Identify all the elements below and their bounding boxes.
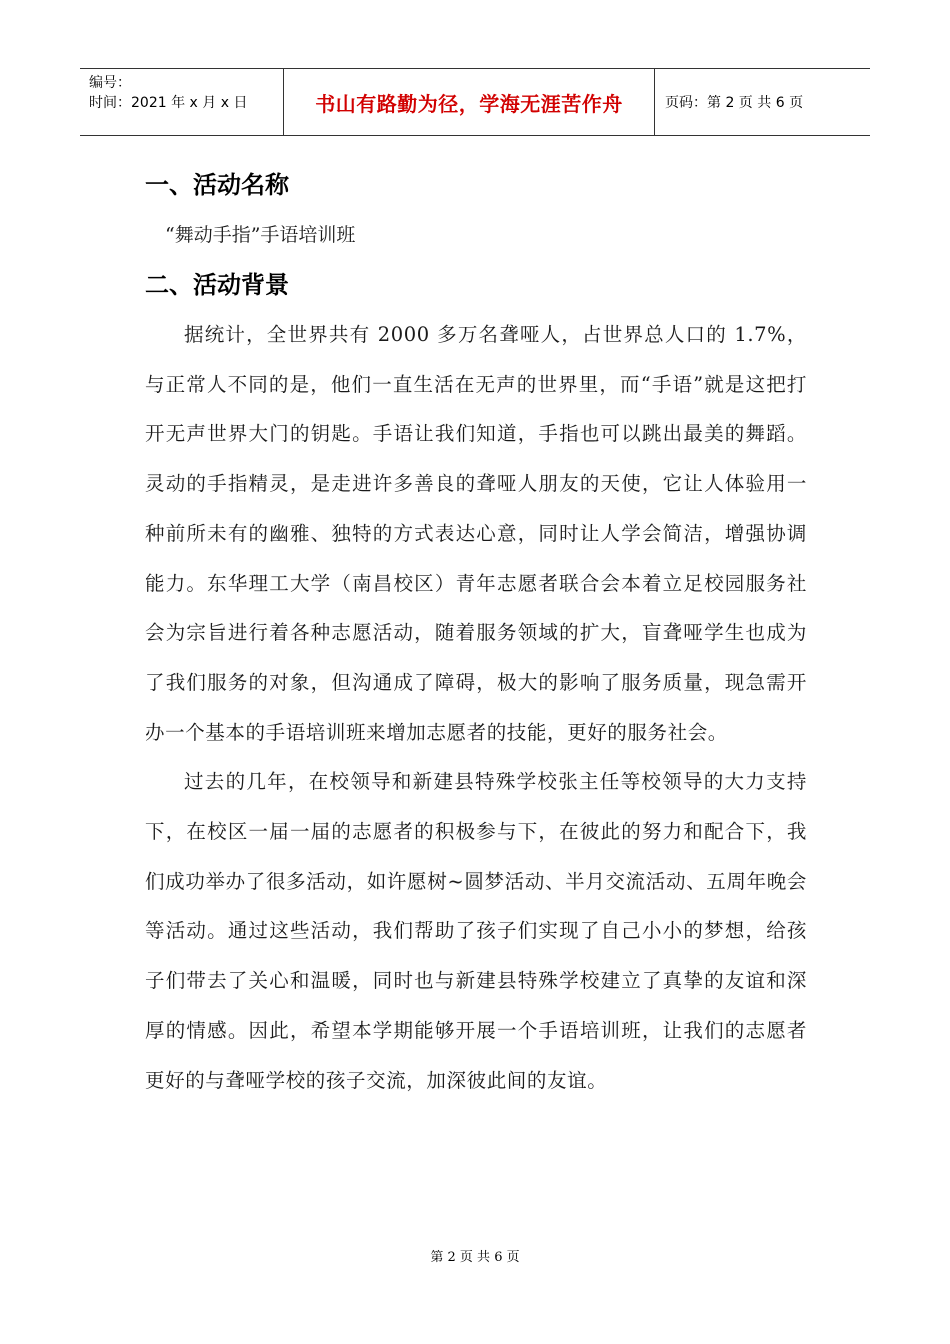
header-motto-cell (283, 69, 655, 135)
section-heading-background: 二、活动背景 (145, 271, 289, 299)
header-page-cell (655, 69, 870, 135)
document-header (80, 68, 870, 136)
background-paragraph-2: 过去的几年，在校领导和新建县特殊学校张主任等校领导的大力支持下，在校区一届一届的志愿者的积极参与下，在彼此的努力和配合下，我们成功举办了很多活动，如许愿树~圆梦活动、半月交流活动、五周年晚会等活动。通过这些活动，我们帮助了孩子们实现了自己小小的梦想，给孩子们带去了关心和温暖，同时也与新建县特殊学校建立了真挚的友谊和深厚的情感。因此，希望本学期能够开展一个手语培训班，让我们的志愿者更好的与聋哑学校的孩子交流，加深彼此间的友谊。 (145, 770, 807, 1092)
section-heading-activity-name: 一、活动名称 (145, 171, 289, 199)
background-paragraph-1: 据统计，全世界共有 2000 多万名聋哑人，占世界总人口的 1.7%，与正常人不同的是，他们一直生活在无声的世界里，而“手语”就是这把打开无声世界大门的钥匙。手语让我们知道，手指也可以跳出最美的舞蹈。灵动的手指精灵，是走进许多善良的聋哑人朋友的天使，它让人体验用一种前所未有的幽雅、独特的方式表达心意，同时让人学会简洁，增强协调能力。东华理工大学（南昌校区）青年志愿者联合会本着立足校园服务社会为宗旨进行着各种志愿活动，随着服务领域的扩大，盲聋哑学生也成为了我们服务的对象，但沟通成了障碍，极大的影响了服务质量，现急需开办一个基本的手语培训班来增加志愿者的技能，更好的服务社会。 (145, 323, 807, 744)
page-footer: 第 2 页 共 6 页 (430, 1250, 520, 1265)
code-label: 编号： (89, 75, 131, 91)
time-label: 时间：2021 年 x 月 x 日 (89, 95, 248, 111)
header-meta-cell (80, 69, 283, 135)
motto-text: 书山有路勤为径，学海无涯苦作舟 (315, 91, 623, 116)
header-page-info: 页码：第 2 页 共 6 页 (665, 95, 804, 111)
document-body (145, 160, 807, 1105)
activity-name-text: “舞动手指”手语培训班 (165, 224, 356, 246)
